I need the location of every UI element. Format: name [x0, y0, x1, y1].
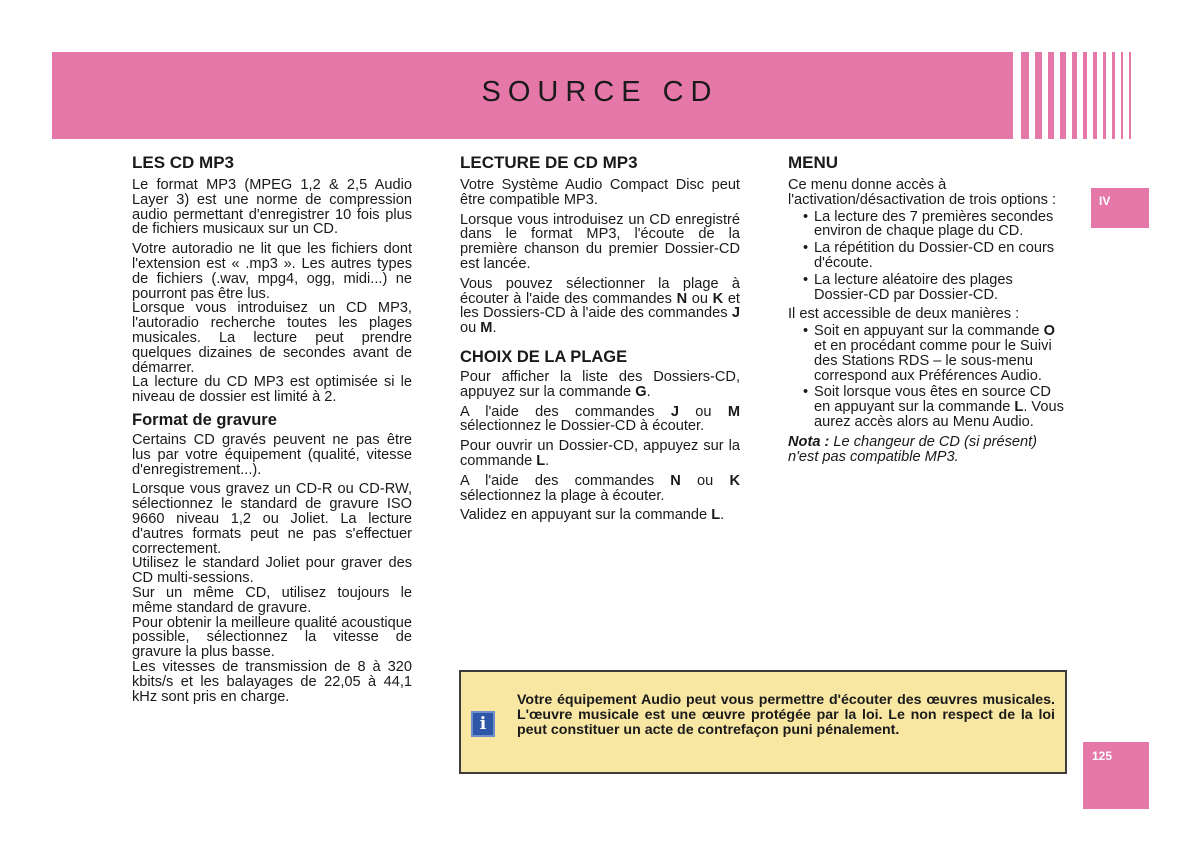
paragraph: Vous pouvez sélectionner la plage à écouter à l'aide des commandes N ou K et les Dossiers-CD à l'aide des commandes J ou M. [460, 275, 740, 337]
paragraph: Votre autoradio ne lit que les fichiers dont l'extension est « .mp3 ». Les autres types de fichiers (.wav, mpg4, ogg, midi...) ne pourront pas être lus. [132, 241, 412, 302]
paragraph: Ce menu donne accès à l'activation/désactivation de trois options : [788, 177, 1057, 208]
page-title: SOURCE CD [481, 76, 719, 108]
key-n: N [676, 290, 688, 307]
paragraph: A l'aide des commandes N ou K sélectionnez la plage à écouter. [460, 472, 740, 504]
page-number: 125 [1092, 749, 1113, 763]
paragraph: Pour afficher la liste des Dossiers-CD, appuyez sur la commande G. [460, 368, 740, 400]
paragraph: Les vitesses de transmission de 8 à 320 kbits/s et les balayages de 22,05 à 44,1 kHz sont pris en charge. [132, 658, 412, 705]
key-m: M [480, 320, 493, 337]
list-item: • Soit en appuyant sur la commande O et en procédant comme pour le Suivi des Stations RDS – le sous-menu correspond aux Préférences Audio. [814, 324, 1068, 383]
paragraph: Pour obtenir la meilleure qualité acoustique possible, sélectionnez la vitesse de gravure la plus basse. [132, 614, 412, 661]
paragraph: La lecture du CD MP3 est optimisée si le niveau de dossier est limité à 2. [132, 374, 412, 406]
paragraph: Sur un même CD, utilisez toujours le même standard de gravure. [132, 584, 412, 616]
paragraph: Utilisez le standard Joliet pour graver des CD multi-sessions. [132, 555, 412, 587]
column-menu [788, 153, 1068, 469]
list-item: • Soit lorsque vous êtes en source CD en appuyant sur la commande L. Vous aurez accès alors au Menu Audio. [814, 385, 1068, 429]
paragraph: Lorsque vous gravez un CD-R ou CD-RW, sélectionnez le standard de gravure ISO 9660 niveau 1,2 ou Joliet. La lecture d'autres formats peut ne pas s'effectuer correctement. [132, 481, 412, 557]
page-number-tab [1083, 742, 1149, 809]
note: Nota : Le changeur de CD (si présent) n'est pas compatible MP3. [788, 433, 1038, 465]
paragraph: Il est accessible de deux manières : [788, 306, 1020, 323]
paragraph: A l'aide des commandes J ou M sélectionnez le Dossier-CD à écouter. [460, 403, 740, 435]
paragraph: Votre Système Audio Compact Disc peut être compatible MP3. [460, 177, 740, 208]
key-o: O [1043, 323, 1055, 340]
chapter-label: IV [1099, 194, 1111, 208]
section-heading: CHOIX DE LA PLAGE [460, 347, 628, 366]
key-l: L [1014, 399, 1024, 416]
list-item: • La lecture aléatoire des plages Dossier-CD par Dossier-CD. [814, 273, 1068, 303]
column-lecture-mp3 [460, 153, 740, 528]
key-k: K [712, 290, 724, 307]
options-list [788, 210, 1068, 303]
paragraph: Lorsque vous introduisez un CD MP3, l'autoradio recherche toutes les plages musicales. La lecture peut prendre quelques dizaines de secondes avant de démarrer. [132, 300, 412, 376]
key-j: J [731, 305, 740, 322]
chapter-tab [1091, 188, 1149, 228]
list-item: • La lecture des 7 premières secondes environ de chaque plage du CD. [814, 210, 1068, 240]
column-cd-mp3 [132, 153, 412, 709]
paragraph: Validez en appuyant sur la commande L. [460, 507, 725, 524]
info-icon: i [471, 711, 495, 737]
access-list [788, 324, 1068, 430]
section-heading: LECTURE DE CD MP3 [460, 153, 638, 172]
paragraph: Lorsque vous introduisez un CD enregistré dans le format MP3, l'écoute de la première chanson du premier Dossier-CD est lancée. [460, 211, 740, 272]
legal-notice-text: Votre équipement Audio peut vous permettre d'écouter des œuvres musicales. L'œuvre musicale est une œuvre protégée par la loi. Le non respect de la loi peut constituer un acte de contrefaçon puni pénalement. [517, 692, 1055, 738]
section-heading: LES CD MP3 [132, 153, 235, 172]
list-item: • La répétition du Dossier-CD en cours d'écoute. [814, 241, 1068, 271]
legal-notice-box [459, 670, 1067, 774]
note-label: Nota : [788, 433, 830, 450]
key-g: G [635, 383, 647, 400]
paragraph: Certains CD gravés peuvent ne pas être lus par votre équipement (qualité, vitesse d'enregistrement...). [132, 431, 412, 478]
subsection-heading: Format de gravure [132, 410, 277, 429]
paragraph: Le format MP3 (MPEG 1,2 & 2,5 Audio Layer 3) est une norme de compression audio permettant d'enregistrer 10 fois plus de fichiers musicaux sur un CD. [132, 177, 412, 238]
paragraph: Pour ouvrir un Dossier-CD, appuyez sur la commande L. [460, 438, 740, 469]
section-heading: MENU [788, 153, 839, 172]
